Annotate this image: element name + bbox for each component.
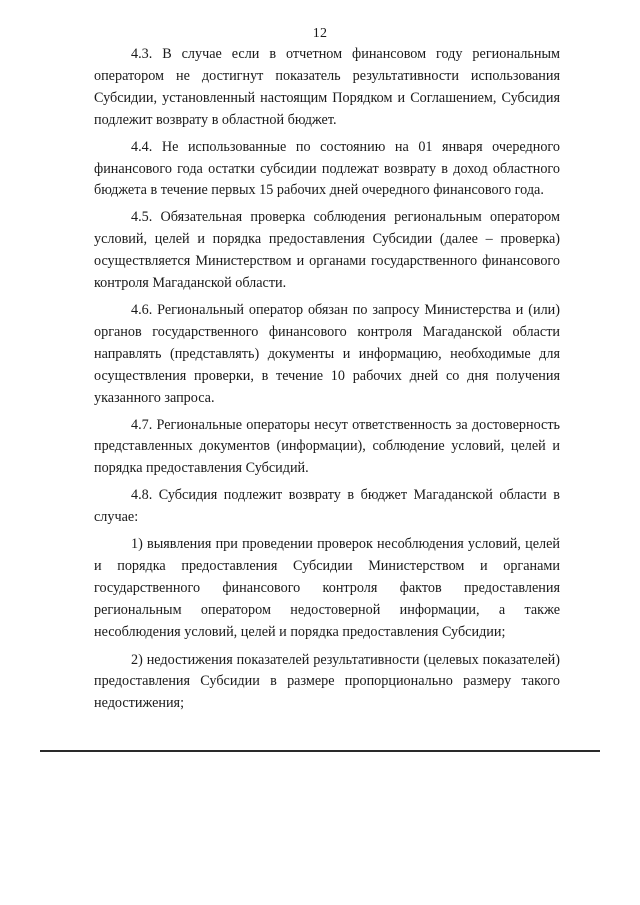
paragraph-4-7: 4.7. Региональные операторы несут ответственность за достоверность представленных документов (информации), соблюдение условий, целей и порядка предоставления Субсидий. (94, 416, 560, 477)
paragraph-4-6: 4.6. Региональный оператор обязан по запросу Министерства и (или) органов государственного финансового контроля Магаданской области направлять (представлять) документы и информацию, необходимые для осуществления проверки, в течение 10 рабочих дней со дня получения указанного запроса. (94, 301, 560, 406)
paragraph-4-3: 4.3. В случае если в отчетном финансовом году региональным оператором не достигнут показатель результативности использования Субсидии, установленный настоящим Порядком и Соглашением, Субсидия подлежит возврату в областной бюджет. (94, 46, 560, 128)
paragraph-4-5: 4.5. Обязательная проверка соблюдения региональным оператором условий, целей и порядка предоставления Субсидии (далее – проверка) осуществляется Министерством и органами государственного финансового контроля Магаданской области. (94, 209, 560, 292)
list-item-2: 2) недостижения показателей результативности (целевых показателей) предоставления Субсидии в размере пропорционально размеру такого недостижения; (94, 651, 560, 712)
document-body (94, 44, 560, 715)
page-bottom-divider (40, 750, 600, 752)
page-number: 12 (312, 26, 328, 41)
paragraph-4-8: 4.8. Субсидия подлежит возврату в бюджет Магаданской области в случае: (94, 487, 560, 526)
paragraph-4-4: 4.4. Не использованные по состоянию на 01 января очередного финансового года остатки субсидии подлежат возврату в доход областного бюджета в течение первых 15 рабочих дней очередного финансового года. (94, 138, 560, 199)
list-item-1: 1) выявления при проведении проверок несоблюдения условий, целей и порядка предоставления Субсидии Министерством и органами государственного финансового контроля фактов предоставления региональным оператором недостоверной информации, а также несоблюдения условий, целей и порядка предоставления Субсидии; (94, 536, 560, 640)
